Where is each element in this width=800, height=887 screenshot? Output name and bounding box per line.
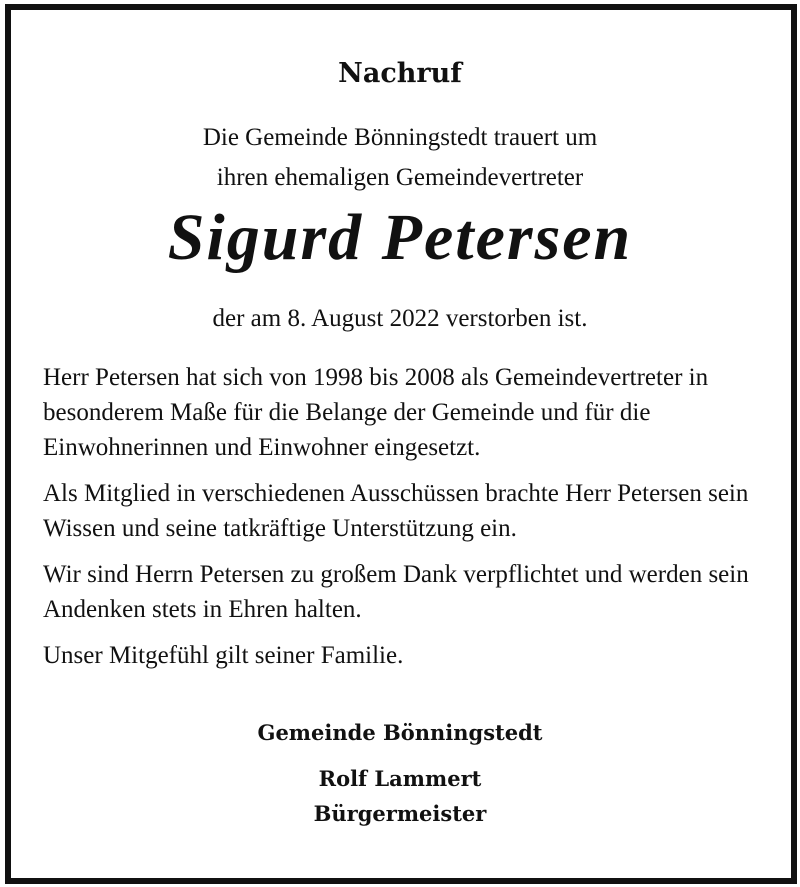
signature-role: Bürgermeister [313, 801, 487, 826]
body-paragraph-2: Als Mitglied in verschiedenen Ausschüssen brachte Herr Petersen sein Wissen und seine tatkräftige Unterstützung ein. [43, 480, 749, 542]
deceased-name: Sigurd Petersen [167, 201, 633, 274]
notice-body [43, 360, 780, 684]
body-paragraph-4: Unser Mitgefühl gilt seiner Familie. [43, 642, 404, 669]
body-paragraph-1: Herr Petersen hat sich von 1998 bis 2008 als Gemeindevertreter in besonderem Maße für die Belange der Gemeinde und für die Einwohnerinnen und Einwohner eingesetzt. [43, 364, 709, 461]
intro-line-1: Die Gemeinde Bönningstedt trauert um [202, 124, 598, 151]
intro-line-2: ihren ehemaligen Gemeindevertreter [216, 164, 584, 191]
signature-person: Rolf Lammert [318, 766, 482, 791]
signature-organization: Gemeinde Bönningstedt [257, 720, 543, 745]
body-paragraph-3: Wir sind Herrn Petersen zu großem Dank verpflichtet und werden sein Andenken stets in Ehren halten. [43, 561, 749, 623]
death-date-line: der am 8. August 2022 verstorben ist. [212, 305, 588, 332]
intro-text [0, 118, 800, 198]
notice-heading: Nachruf [338, 58, 462, 89]
